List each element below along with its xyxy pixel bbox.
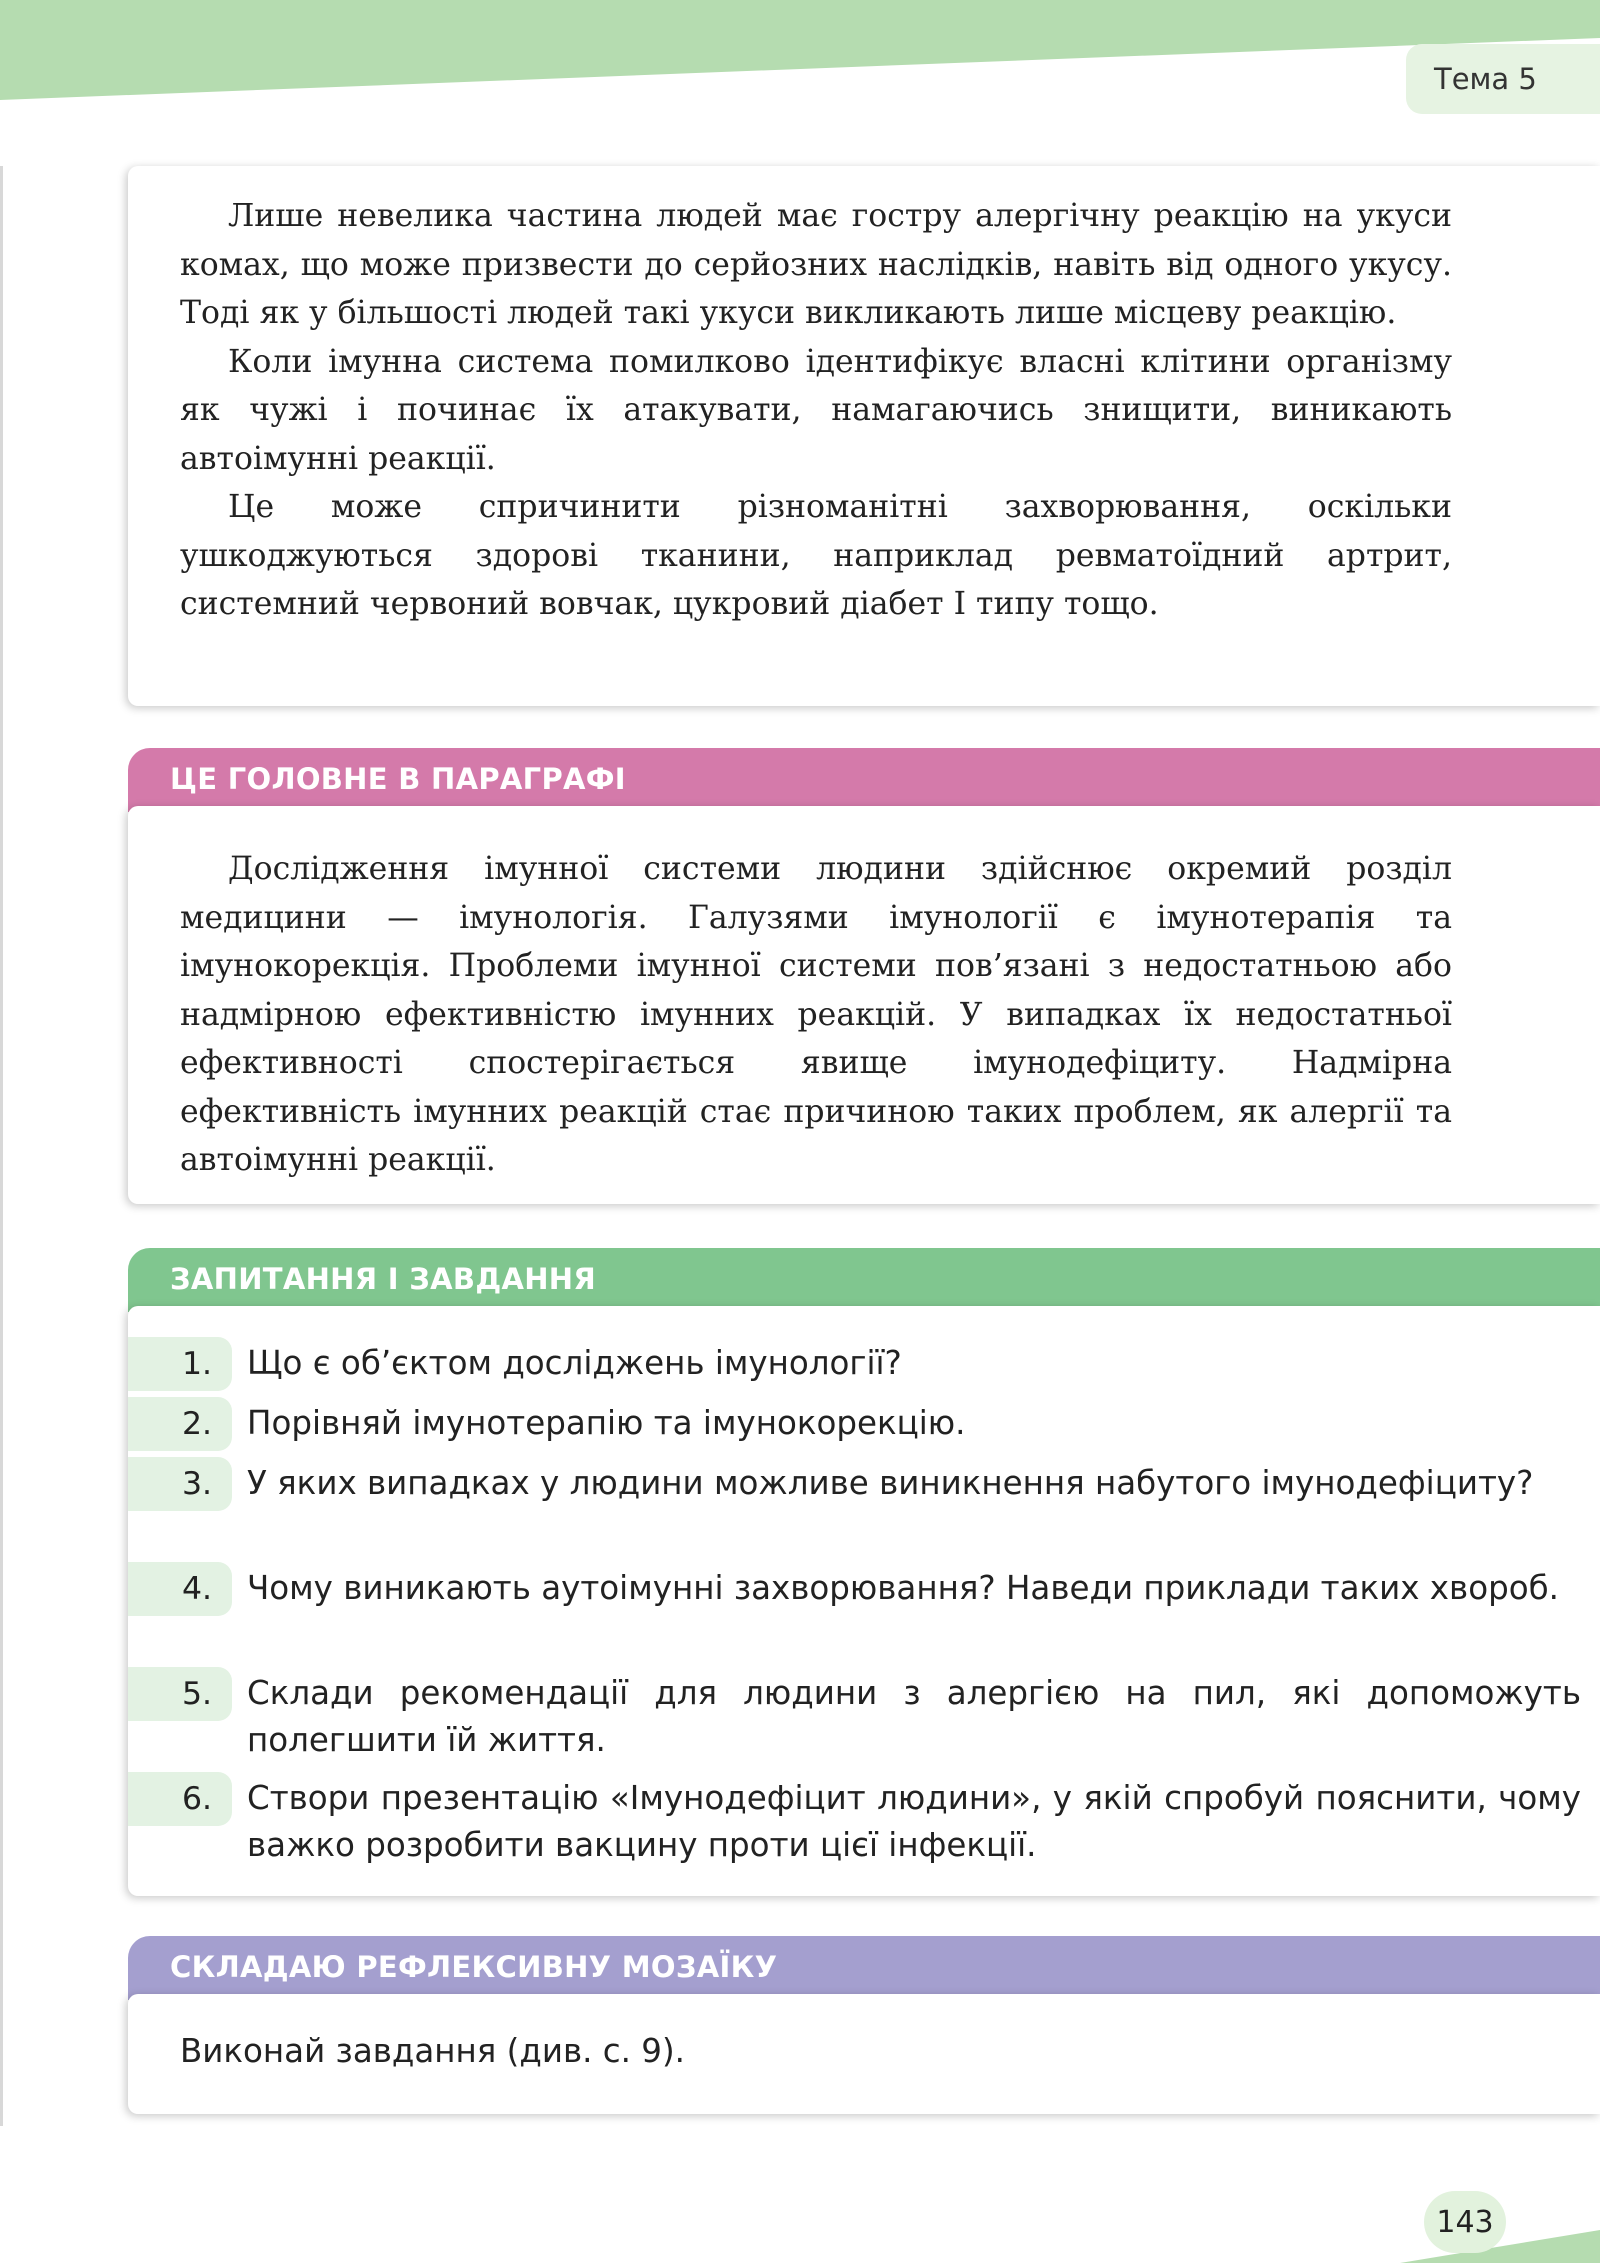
top-decorative-band [0,0,1600,100]
question-number: 2. [128,1397,232,1451]
question-number: 6. [128,1772,232,1826]
question-number: 3. [128,1457,232,1511]
question-text: У яких випадках у людини можливе виникнення набутого імунодефіциту? [247,1464,1534,1502]
reflection-title: СКЛАДАЮ РЕФЛЕКСИВНУ МОЗАЇКУ [170,1950,778,1984]
topic-label: Тема 5 [1406,44,1600,114]
question-text: Порівняй імунотерапію та імунокорекцію. [247,1404,966,1442]
left-margin-rule [0,166,3,2126]
question-text: Що є об’єктом досліджень імунології? [247,1344,902,1382]
intro-paragraph: Лише невелика частина людей має гостру алергічну реакцію на укуси комах, що може призвести до серйозних наслідків, навіть від одного укусу. Тоді як у більшості людей такі укуси викликають лише місцеву реакцію. [180,198,1452,331]
summary-paragraph: Дослідження імунної системи людини здійснює окремий розділ медицини — імунологія. Галузями імунології є імунотерапія та імунокорекція. Проблеми імунної системи пов’язані з недостатньою або надмірною ефективністю імунних реакцій. У випадках їх недостатньої ефективності спостерігається явище імунодефіциту. Надмірна ефективність імунних реакцій стає причиною таких проблем, як алергії та автоімунні реакції. [180,851,1452,1178]
summary-text-block [180,845,1452,1185]
intro-paragraph: Це може спричинити різноманітні захворювання, оскільки ушкоджуються здорові тканини, наприклад ревматоїдний артрит, системний червоний вовчак, цукровий діабет І типу тощо. [180,489,1452,622]
intro-text [180,192,1452,629]
question-text: Створи презентацію «Імунодефіцит людини», у якій спробуй пояснити, чому важко розробити вакцину проти цієї інфекції. [247,1779,1581,1864]
question-text: Чому виникають аутоімунні захворювання? Наведи приклади таких хвороб. [247,1569,1559,1607]
page-number: 143 [1424,2191,1506,2253]
question-number: 5. [128,1667,232,1721]
question-number: 4. [128,1562,232,1616]
intro-paragraph: Коли імунна система помилково ідентифікує власні клітини організму як чужі і починає їх атакувати, намагаючись знищити, виникають автоімунні реакції. [180,343,1452,477]
reflection-header [128,1936,1600,2000]
summary-title: ЦЕ ГОЛОВНЕ В ПАРАГРАФІ [170,762,626,796]
question-number: 1. [128,1337,232,1391]
question-text: Склади рекомендації для людини з алергією на пил, які допоможуть полегшити їй життя. [247,1674,1581,1759]
questions-title: ЗАПИТАННЯ І ЗАВДАННЯ [170,1262,596,1296]
reflection-text: Виконай завдання (див. с. 9). [180,2032,685,2070]
questions-header [128,1248,1600,1312]
summary-header [128,748,1600,812]
